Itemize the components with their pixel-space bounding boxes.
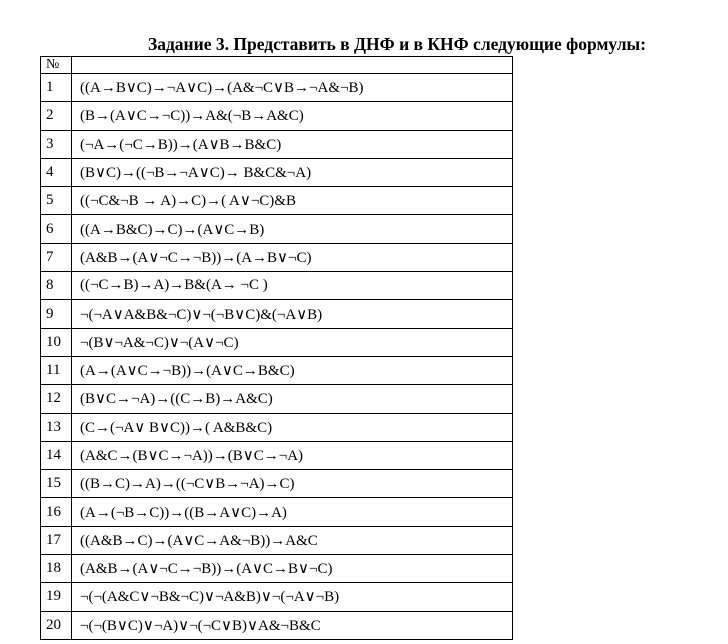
row-number: 15	[41, 470, 72, 498]
header-number-cell: №	[41, 57, 72, 74]
table-row	[41, 413, 513, 441]
table-row	[41, 272, 513, 300]
row-number: 5	[41, 187, 72, 215]
row-formula: (A&B→(A∨¬C→¬B))→(A→B∨¬C)	[72, 243, 513, 271]
table-row	[41, 187, 513, 215]
table-row	[41, 300, 513, 328]
row-number: 17	[41, 526, 72, 554]
row-number: 10	[41, 328, 72, 356]
row-number: 1	[41, 74, 72, 102]
row-formula: (A&B→(A∨¬C→¬B))→(A∨C→B∨¬C)	[72, 555, 513, 583]
row-number: 4	[41, 158, 72, 186]
row-formula: ((¬C→B)→A)→B&(A→ ¬C )	[72, 272, 513, 300]
row-formula: (C→(¬A∨ B∨C))→( A&B&C)	[72, 413, 513, 441]
task-heading: Задание 3. Представить в ДНФ и в КНФ следующие формулы:	[147, 34, 647, 54]
row-formula: (¬A→(¬C→B))→(A∨B→B&C)	[72, 130, 513, 158]
table-row	[41, 158, 513, 186]
row-number: 9	[41, 300, 72, 328]
row-formula: (B∨C→¬A)→((C→B)→A&C)	[72, 385, 513, 413]
row-number: 7	[41, 243, 72, 271]
row-formula: (B∨C)→((¬B→¬A∨C)→ B&C&¬A)	[72, 158, 513, 186]
row-formula: ((B→C)→A)→((¬C∨B→¬A)→C)	[72, 470, 513, 498]
row-formula: ¬(¬A∨A&B&¬C)∨¬(¬B∨C)&(¬A∨B)	[72, 300, 513, 328]
row-number: 13	[41, 413, 72, 441]
row-number: 16	[41, 498, 72, 526]
row-number: 11	[41, 356, 72, 384]
row-formula: ((¬C&¬B → A)→C)→( A∨¬C)&B	[72, 187, 513, 215]
table-row	[41, 215, 513, 243]
table-row	[41, 356, 513, 384]
table-row	[41, 470, 513, 498]
row-formula: ((A→B∨C)→¬A∨C)→(A&¬C∨B→¬A&¬B)	[72, 74, 513, 102]
row-number: 18	[41, 555, 72, 583]
row-number: 12	[41, 385, 72, 413]
table-row	[41, 385, 513, 413]
table-row	[41, 328, 513, 356]
table-row	[41, 130, 513, 158]
table-row	[41, 243, 513, 271]
row-number: 20	[41, 611, 72, 639]
row-number: 6	[41, 215, 72, 243]
row-number: 2	[41, 102, 72, 130]
row-formula: (A→(A∨C→¬B))→(A∨C→B&C)	[72, 356, 513, 384]
row-formula: ((A→B&C)→C)→(A∨C→B)	[72, 215, 513, 243]
table-header-row	[41, 57, 513, 74]
header-formula-cell	[72, 57, 513, 74]
row-formula: (A&C→(B∨C→¬A))→(B∨C→¬A)	[72, 441, 513, 469]
table-row	[41, 526, 513, 554]
row-formula: ((A&B→C)→(A∨C→A&¬B))→A&C	[72, 526, 513, 554]
formula-table	[40, 56, 513, 640]
table-row	[41, 102, 513, 130]
row-formula: ¬(¬(A&C∨¬B&¬C)∨¬A&B)∨¬(¬A∨¬B)	[72, 583, 513, 611]
row-formula: ¬(B∨¬A&¬C)∨¬(A∨¬C)	[72, 328, 513, 356]
row-formula: (B→(A∨C→¬C))→A&(¬B→A&C)	[72, 102, 513, 130]
table-row	[41, 583, 513, 611]
table-row	[41, 555, 513, 583]
row-number: 14	[41, 441, 72, 469]
row-formula: (A→(¬B→C))→((B→A∨C)→A)	[72, 498, 513, 526]
row-number: 8	[41, 272, 72, 300]
row-number: 3	[41, 130, 72, 158]
table-row	[41, 611, 513, 639]
table-row	[41, 498, 513, 526]
row-number: 19	[41, 583, 72, 611]
row-formula: ¬(¬(B∨C)∨¬A)∨¬(¬C∨B)∨A&¬B&C	[72, 611, 513, 639]
table-row	[41, 74, 513, 102]
table-row	[41, 441, 513, 469]
